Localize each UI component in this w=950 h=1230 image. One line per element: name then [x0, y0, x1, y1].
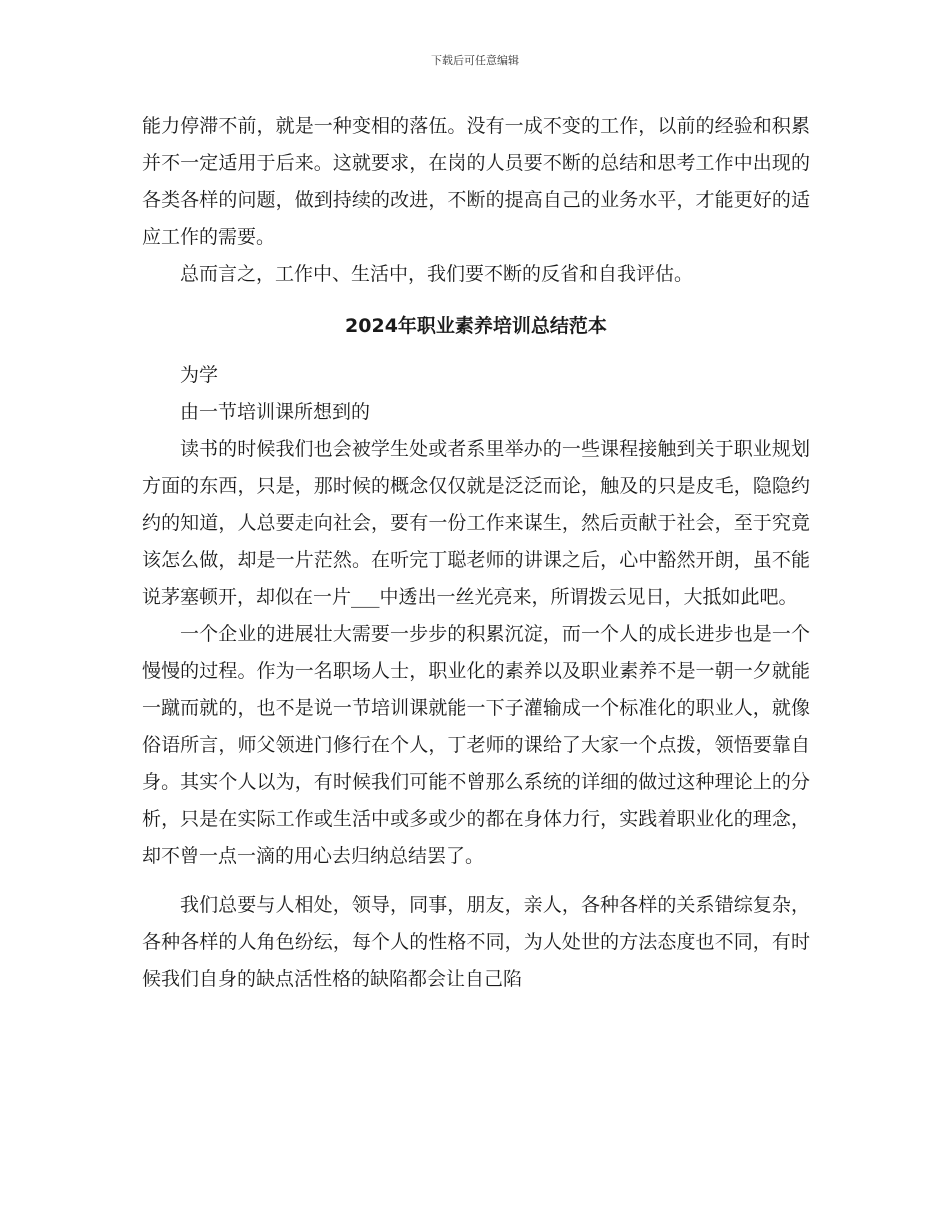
paragraph-spacer: [142, 875, 810, 887]
page-header: 下载后可任意编辑: [431, 54, 519, 67]
section-paragraph-4: 一个企业的进展壮大需要一步步的积累沉淀，而一个人的成长进步也是一个慢慢的过程。作为一名职场人士，职业化的素养以及职业素养不是一朝一夕就能一蹴而就的，也不是说一节培训课就能一下子灌输成一个标准化的职业人，就像俗语所言，师父领进门修行在个人，丁老师的课给了大家一个点拨，领悟要靠自身。其实个人以为，有时候我们可能不曾那么系统的详细的做过这种理论上的分析，只是在实际工作或生活中或多或少的都在身体力行，实践着职业化的理念，却不曾一点一滴的用心去归纳总结罢了。: [142, 623, 810, 867]
section-paragraph-1: 为学: [180, 364, 219, 386]
section-paragraph-3: 读书的时候我们也会被学生处或者系里举办的一些课程接触到关于职业规划方面的东西，只是，那时候的概念仅仅就是泛泛而论，触及的只是皮毛，隐隐约约的知道，人总要走向社会，要有一份工作来谋生，然后贡献于社会，至于究竟该怎么做，却是一片茫然。在听完丁聪老师的讲课之后，心中豁然开朗，虽不能说茅塞顿开，却似在一片___中透出一丝光亮来，所谓拨云见日，大抵如此吧。: [142, 438, 810, 608]
intro-paragraph-1: 能力停滞不前，就是一种变相的落伍。没有一成不变的工作，以前的经验和积累并不一定适用于后来。这就要求，在岗的人员要不断的总结和思考工作中出现的各类各样的问题，做到持续的改进，不断的提高自己的业务水平，才能更好的适应工作的需要。: [142, 115, 810, 248]
document-body: [142, 108, 810, 998]
section-paragraph-5: 我们总要与人相处，领导，同事，朋友，亲人，各种各样的关系错综复杂，各种各样的人角色纷纭，每个人的性格不同，为人处世的方法态度也不同，有时候我们自身的缺点活性格的缺陷都会让自己陷: [142, 894, 810, 990]
section-title: 2024年职业素养培训总结范本: [345, 315, 607, 337]
section-paragraph-2: 由一节培训课所想到的: [180, 401, 371, 423]
intro-paragraph-2: 总而言之，工作中、生活中，我们要不断的反省和自我评估。: [180, 263, 694, 285]
